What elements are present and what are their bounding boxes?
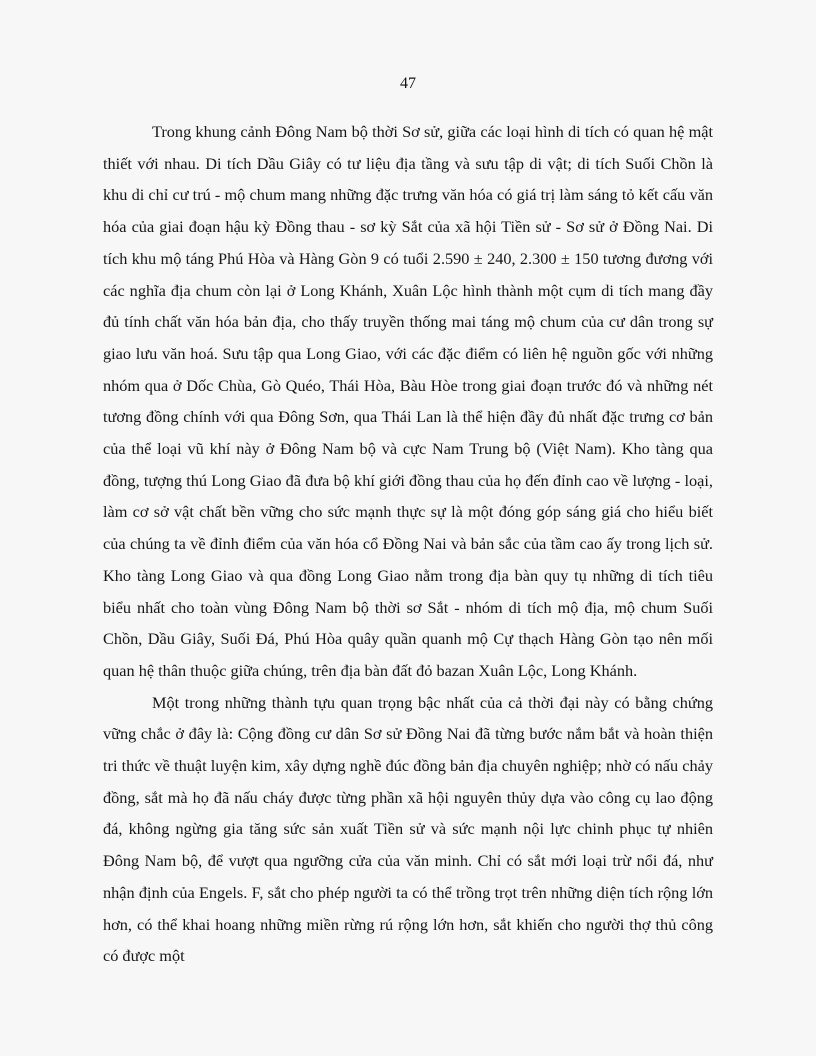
paragraph-2: Một trong những thành tựu quan trọng bậc nhất của cả thời đại này có bằng chứng vững chắc ở đây là: Cộng đồng cư dân Sơ sử Đồng Nai đã từng bước nắm bắt và hoàn thiện tri thức về thuật luyện kim, xây dựng nghề đúc đồng bản địa chuyên nghiệp; nhờ có nấu chảy đồng, sắt mà họ đã nấu cháy được từng phần xã hội nguyên thủy dựa vào công cụ lao động đá, không ngừng gia tăng sức sản xuất Tiền sử và sức mạnh nội lực chinh phục tự nhiên Đông Nam bộ, để vượt qua ngưỡng cửa của văn minh. Chỉ có sắt mới loại trừ nổi đá, như nhận định của Engels. F, sắt cho phép người ta có thể trồng trọt trên những diện tích rộng lớn hơn, có thể khai hoang những miền rừng rú rộng lớn hơn, sắt khiến cho người thợ thủ công có được một bbox=[103, 692, 713, 966]
paragraph-1: Trong khung cảnh Đông Nam bộ thời Sơ sử, giữa các loại hình di tích có quan hệ mật thiết với nhau. Di tích Dầu Giây có tư liệu địa tầng và sưu tập di vật; di tích Suối Chồn là khu di chỉ cư trú - mộ chum mang những đặc trưng văn hóa có giá trị làm sáng tỏ kết cấu văn hóa của giai đoạn hậu kỳ Đồng thau - sơ kỳ Sắt của xã hội Tiền sử - Sơ sử ở Đồng Nai. Di tích khu mộ táng Phú Hòa và Hàng Gòn 9 có tuổi 2.590 ± 240, 2.300 ± 150 tương đương với các nghĩa địa chum còn lại ở Long Khánh, Xuân Lộc hình thành một cụm di tích mang đầy đủ tính chất văn hóa bản địa, cho thấy truyền thống mai táng mộ chum của cư dân trong sự giao lưu văn hoá. Sưu tập qua Long Giao, với các đặc điểm có liên hệ nguồn gốc với những nhóm qua ở Dốc Chùa, Gò Quéo, Thái Hòa, Bàu Hòe trong giai đoạn trước đó và những nét tương đồng chính với qua Đông Sơn, qua Thái Lan là thể hiện đầy đủ nhất đặc trưng cơ bản của thể loại vũ khí này ở Đông Nam bộ và cực Nam Trung bộ (Việt Nam). Kho tàng qua đồng, tượng thú Long Giao đã đưa bộ khí giới đồng thau của họ đến đỉnh cao về lượng - loại, làm cơ sở vật chất bền vững cho sức mạnh thực sự là một đóng góp sáng giá cho hiểu biết của chúng ta về đỉnh điểm của văn hóa cổ Đồng Nai và bản sắc của tầm cao ấy trong lịch sử. Kho tàng Long Giao và qua đồng Long Giao nằm trong địa bàn quy tụ những di tích tiêu biểu nhất cho toàn vùng Đông Nam bộ thời sơ Sắt - nhóm di tích mộ địa, mộ chum Suối Chồn, Dầu Giây, Suối Đá, Phú Hòa quây quần quanh mộ Cự thạch Hàng Gòn tạo nên mối quan hệ thân thuộc giữa chúng, trên địa bàn đất đỏ bazan Xuân Lộc, Long Khánh. bbox=[103, 122, 713, 680]
page-number: 47 bbox=[400, 75, 416, 92]
body-text bbox=[103, 116, 713, 972]
